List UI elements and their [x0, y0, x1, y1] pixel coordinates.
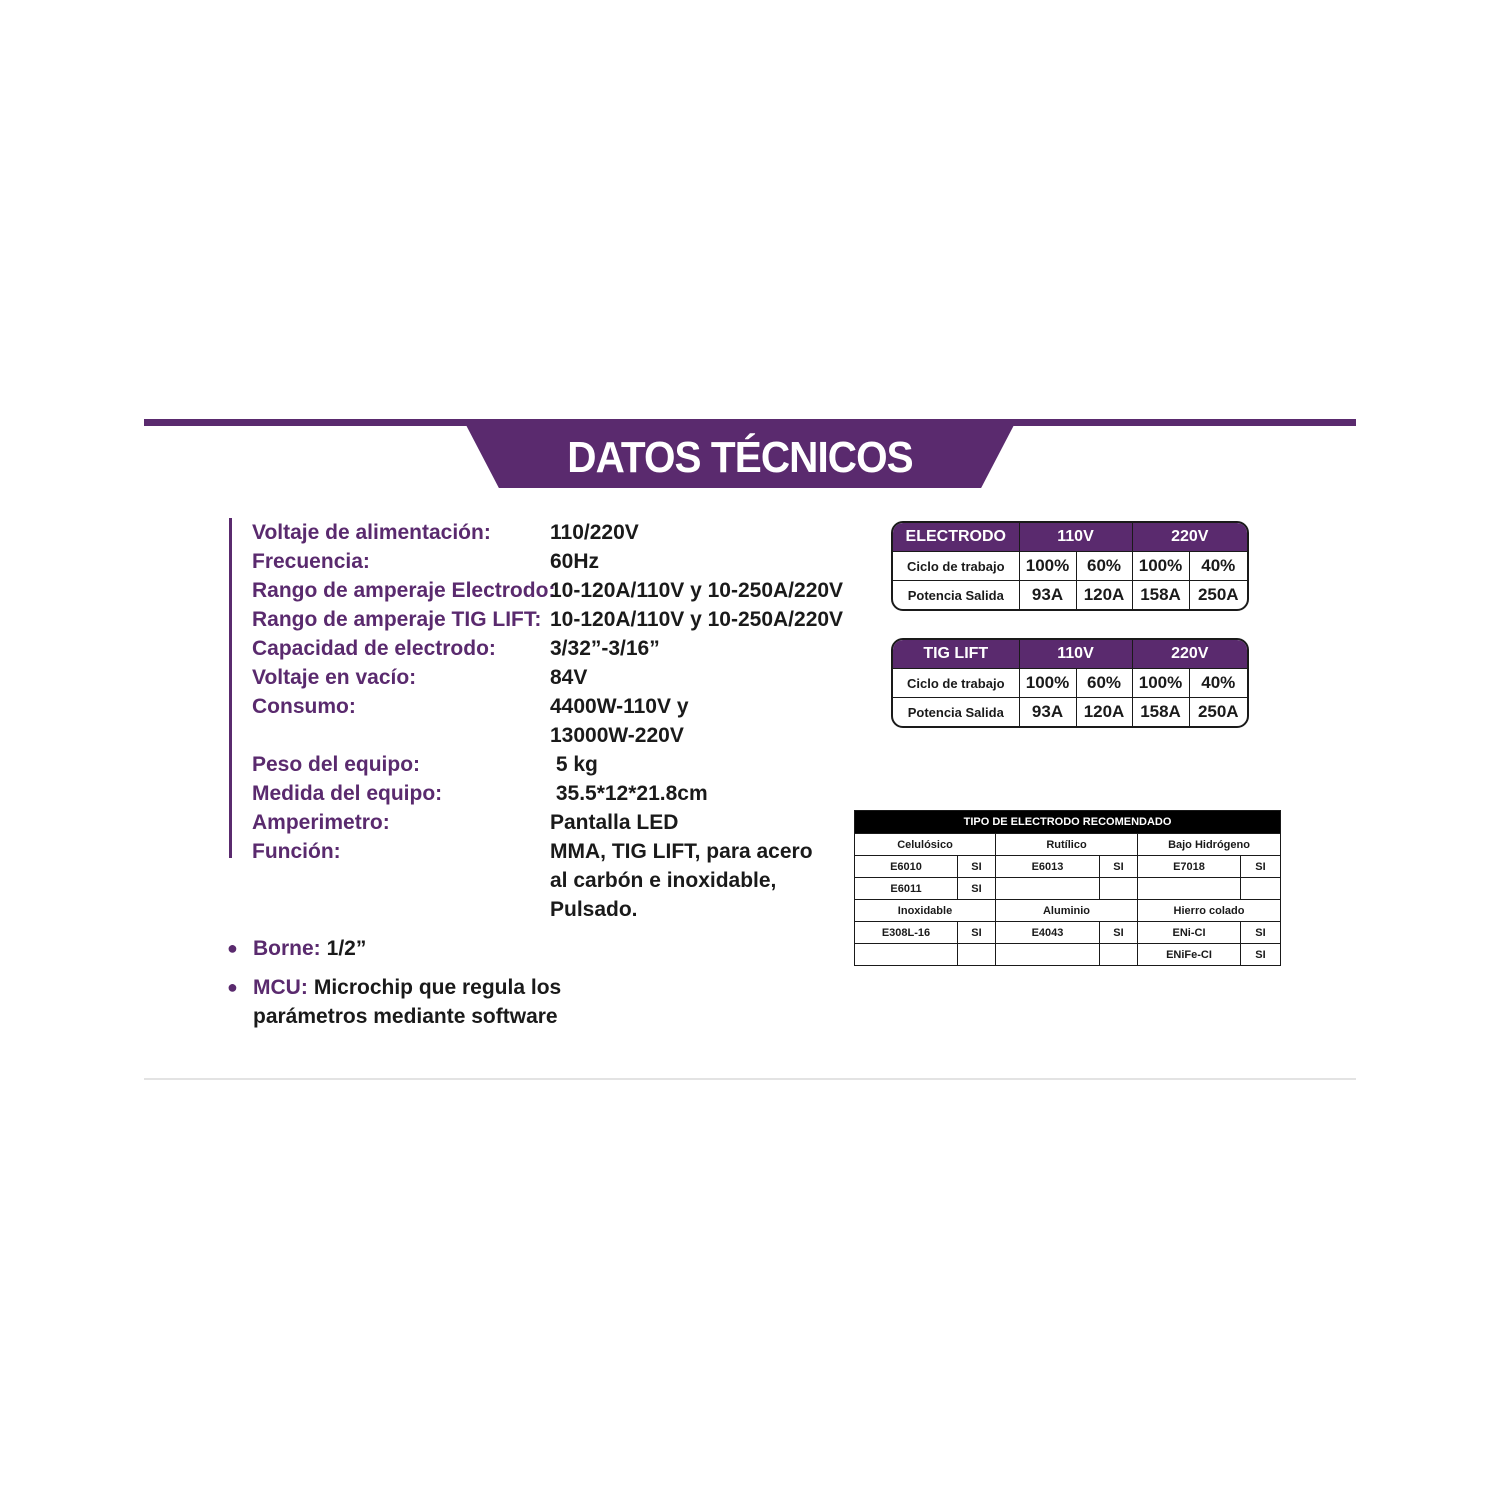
spec-row	[252, 547, 843, 576]
page-title: DATOS TÉCNICOS	[567, 433, 913, 482]
table-cell: 100%	[1132, 552, 1189, 581]
group-header: Hierro colado	[1138, 900, 1281, 922]
table-cell	[996, 944, 1100, 966]
table-cell: 93A	[1019, 581, 1076, 610]
electrode-table-title: TIPO DE ELECTRODO RECOMENDADO	[855, 811, 1281, 834]
table-cell: E6011	[855, 878, 958, 900]
voltage-header-1: 110V	[1019, 640, 1132, 669]
table-cell: SI	[1100, 856, 1138, 878]
electrode-table	[854, 810, 1280, 966]
group-header: Inoxidable	[855, 900, 996, 922]
row-label: Ciclo de trabajo	[893, 552, 1019, 581]
spec-value: 84V	[550, 666, 588, 689]
bullet-text	[253, 934, 673, 963]
bullet-label: MCU:	[253, 976, 308, 999]
bullet-value: 1/2”	[326, 937, 367, 960]
group-header: Aluminio	[996, 900, 1138, 922]
voltage-header-2: 220V	[1132, 640, 1247, 669]
table-cell: 60%	[1076, 552, 1132, 581]
spec-value: 4400W-110V y	[550, 695, 689, 718]
table-row	[855, 944, 1281, 966]
spec-label	[252, 866, 550, 895]
table-cell: 250A	[1189, 698, 1247, 727]
table-cell: E6013	[996, 856, 1100, 878]
bullet-item	[227, 934, 673, 963]
spec-row	[252, 866, 843, 895]
voltage-header-1: 110V	[1019, 523, 1132, 552]
table-cell: E308L-16	[855, 922, 958, 944]
table-cell: SI	[958, 922, 996, 944]
mode-header: TIG LIFT	[893, 640, 1019, 669]
spec-value: MMA, TIG LIFT, para acero	[550, 840, 813, 863]
spec-row	[252, 605, 843, 634]
spec-label: Consumo:	[252, 695, 356, 718]
table-cell	[996, 878, 1100, 900]
spec-list	[252, 518, 843, 924]
group-header: Bajo Hidrógeno	[1138, 834, 1281, 856]
spec-label: Peso del equipo:	[252, 753, 421, 776]
table-cell: 120A	[1076, 698, 1132, 727]
bullet-label: Borne:	[253, 937, 321, 960]
row-label: Potencia Salida	[893, 698, 1019, 727]
power-table-tig-lift	[891, 638, 1249, 728]
spec-label: Función:	[252, 840, 341, 863]
spec-row	[252, 808, 843, 837]
spec-value: 3/32”-3/16”	[550, 637, 660, 660]
spec-row	[252, 895, 843, 924]
table-cell: SI	[958, 878, 996, 900]
table-cell: 40%	[1189, 669, 1247, 698]
spec-row	[252, 750, 843, 779]
table-cell: 120A	[1076, 581, 1132, 610]
spec-row	[252, 634, 843, 663]
table-row	[893, 669, 1247, 698]
spec-value: 13000W-220V	[550, 724, 684, 747]
bullet-dot-icon: ●	[227, 977, 238, 997]
top-divider	[144, 419, 1356, 426]
spec-row	[252, 779, 843, 808]
table-cell: SI	[1100, 922, 1138, 944]
spec-label: Voltaje de alimentación:	[252, 521, 491, 544]
spec-value: 5 kg	[550, 753, 598, 776]
spec-label: Voltaje en vacío:	[252, 666, 417, 689]
spec-row	[252, 576, 843, 605]
table-cell: SI	[958, 856, 996, 878]
spec-label: Capacidad de electrodo:	[252, 637, 496, 660]
spec-row	[252, 692, 843, 721]
spec-label	[252, 721, 550, 750]
table-cell: 100%	[1019, 552, 1076, 581]
table-cell: 100%	[1132, 669, 1189, 698]
table-cell: 158A	[1132, 698, 1189, 727]
power-table-electrodo	[891, 521, 1249, 611]
table-cell: E4043	[996, 922, 1100, 944]
table-cell	[958, 944, 996, 966]
voltage-header-2: 220V	[1132, 523, 1247, 552]
bottom-divider	[144, 1078, 1356, 1080]
table-cell	[1138, 878, 1241, 900]
table-cell: E7018	[1138, 856, 1241, 878]
spec-value: 35.5*12*21.8cm	[550, 782, 708, 805]
table-cell: 250A	[1189, 581, 1247, 610]
spec-value: 60Hz	[550, 550, 600, 573]
table-cell: 60%	[1076, 669, 1132, 698]
spec-label: Rango de amperaje Electrodo:	[252, 579, 556, 602]
spec-label: Amperimetro:	[252, 811, 390, 834]
group-header: Rutílico	[996, 834, 1138, 856]
table-row	[893, 552, 1247, 581]
table-cell	[1100, 944, 1138, 966]
spec-label: Frecuencia:	[252, 550, 370, 573]
row-label: Potencia Salida	[893, 581, 1019, 610]
table-cell: SI	[1241, 856, 1281, 878]
spec-row	[252, 837, 843, 866]
table-row	[855, 856, 1281, 878]
table-cell: SI	[1241, 944, 1281, 966]
table-cell: E6010	[855, 856, 958, 878]
table-cell	[1100, 878, 1138, 900]
bullet-item	[227, 973, 673, 1031]
table-cell	[855, 944, 958, 966]
spec-value: Pulsado.	[550, 898, 638, 921]
table-cell: SI	[1241, 922, 1281, 944]
row-label: Ciclo de trabajo	[893, 669, 1019, 698]
spec-label: Rango de amperaje TIG LIFT:	[252, 608, 542, 631]
table-row	[855, 878, 1281, 900]
bullet-text	[253, 973, 673, 1031]
spec-row	[252, 663, 843, 692]
spec-value: Pantalla LED	[550, 811, 679, 834]
bullet-dot-icon: ●	[227, 938, 238, 958]
table-cell: 100%	[1019, 669, 1076, 698]
mode-header: ELECTRODO	[893, 523, 1019, 552]
bullet-value: Microchip que regula los parámetros mediante software	[253, 976, 562, 1028]
table-cell: ENi-CI	[1138, 922, 1241, 944]
spec-accent-bar	[229, 518, 232, 858]
table-cell: 158A	[1132, 581, 1189, 610]
spec-value: 10-120A/110V y 10-250A/220V	[550, 608, 844, 631]
spec-label: Medida del equipo:	[252, 782, 443, 805]
table-cell	[1241, 878, 1281, 900]
spec-row	[252, 518, 843, 547]
table-cell: ENiFe-CI	[1138, 944, 1241, 966]
table-row	[893, 698, 1247, 727]
spec-value: al carbón e inoxidable,	[550, 869, 777, 892]
bullet-list	[227, 934, 673, 1041]
spec-value: 110/220V	[550, 521, 639, 544]
table-row	[855, 922, 1281, 944]
table-row	[893, 581, 1247, 610]
spec-row	[252, 721, 843, 750]
group-header: Celulósico	[855, 834, 996, 856]
table-cell: 93A	[1019, 698, 1076, 727]
spec-value: 10-120A/110V y 10-250A/220V	[550, 579, 844, 602]
spec-label	[252, 895, 550, 924]
table-cell: 40%	[1189, 552, 1247, 581]
